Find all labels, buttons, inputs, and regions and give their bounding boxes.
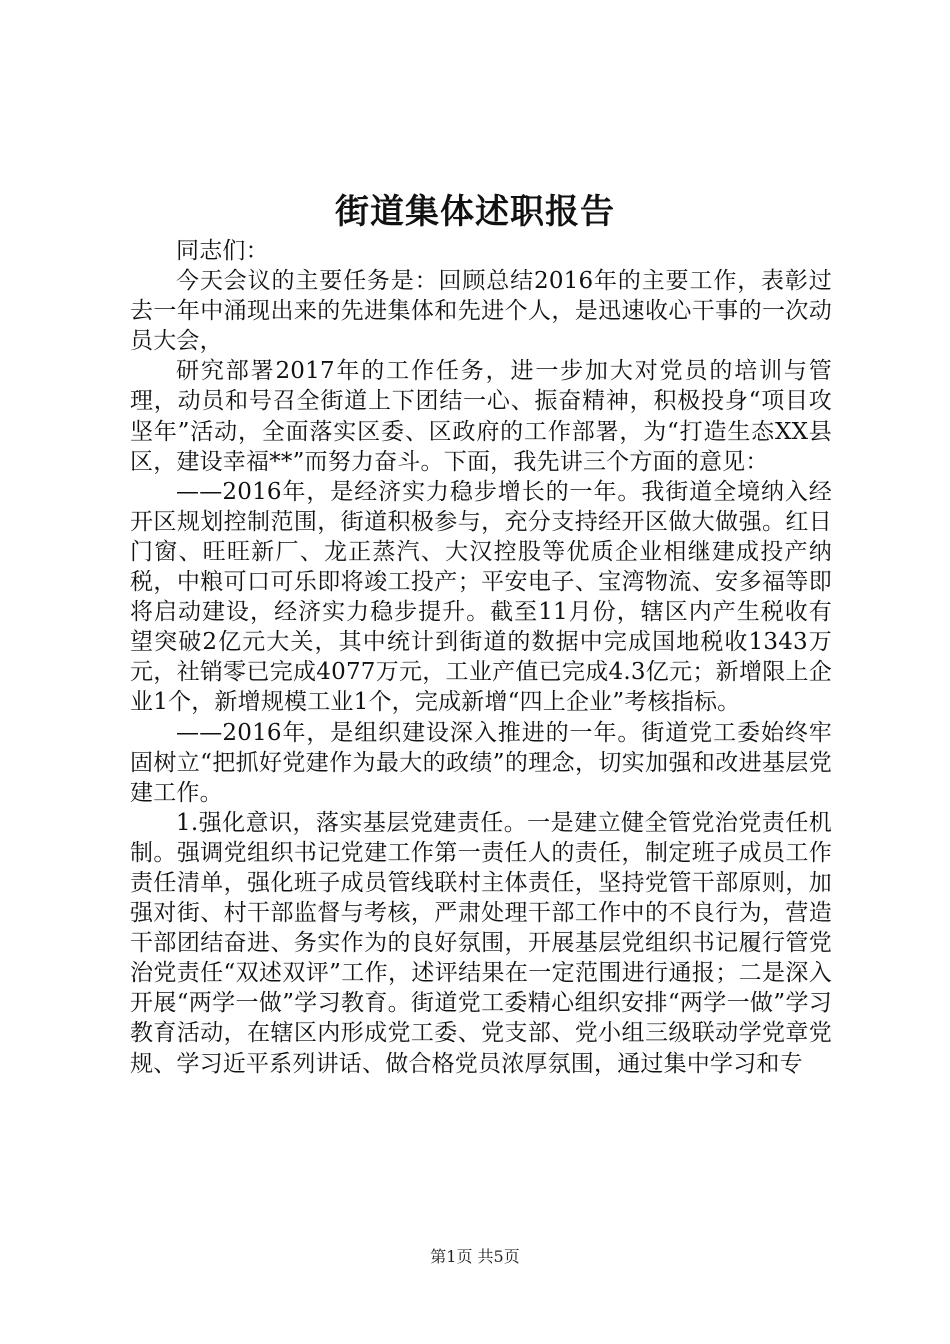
document-body — [130, 236, 832, 1079]
page-number-footer: 第1页 共5页 — [430, 1247, 520, 1266]
body-paragraph: ——2016年，是经济实力稳步增长的一年。我街道全境纳入经开区规划控制范围，街道积极参与，充分支持经开区做大做强。红日门窗、旺旺新厂、龙正蒸汽、大汉控股等优质企业相继建成投产纳税，中粮可口可乐即将竣工投产；平安电子、宝湾物流、安多福等即将启动建设，经济实力稳步提升。截至11月份，辖区内产生税收有望突破2亿元大关，其中统计到街道的数据中完成国地税收1343万元，社销零已完成4077万元，工业产值已完成4.3亿元；新增限上企业1个，新增规模工业1个，完成新增“四上企业”考核指标。 — [130, 478, 832, 716]
salutation-paragraph: 同志们： — [176, 238, 269, 264]
body-paragraph: 1.强化意识，落实基层党建责任。一是建立健全管党治党责任机制。强调党组织书记党建工作第一责任人的责任，制定班子成员工作责任清单，强化班子成员管线联村主体责任，坚持党管干部原则，加强对街、村干部监督与考核，严肃处理干部工作中的不良行为，营造干部团结奋进、务实作为的良好氛围，开展基层党组织书记履行管党治党责任“双述双评”工作，述评结果在一定范围进行通报；二是深入开展“两学一做”学习教育。街道党工委精心组织安排“两学一做”学习教育活动，在辖区内形成党工委、党支部、党小组三级联动学党章党规、学习近平系列讲话、做合格党员浓厚氛围，通过集中学习和专 — [130, 809, 832, 1077]
document-title: 街道集体述职报告 — [335, 192, 615, 232]
body-paragraph: 研究部署2017年的工作任务，进一步加大对党员的培训与管理，动员和号召全街道上下团结一心、振奋精神，积极投身“项目攻坚年”活动，全面落实区委、区政府的工作部署，为“打造生态XX县区，建设幸福**”而努力奋斗。下面，我先讲三个方面的意见： — [130, 358, 832, 475]
body-paragraph: ——2016年，是组织建设深入推进的一年。街道党工委始终牢固树立“把抓好党建作为最大的政绩”的理念，切实加强和改进基层党建工作。 — [130, 719, 832, 806]
body-paragraph: 今天会议的主要任务是：回顾总结2016年的主要工作，表彰过去一年中涌现出来的先进集体和先进个人，是迅速收心干事的一次动员大会， — [130, 268, 832, 355]
